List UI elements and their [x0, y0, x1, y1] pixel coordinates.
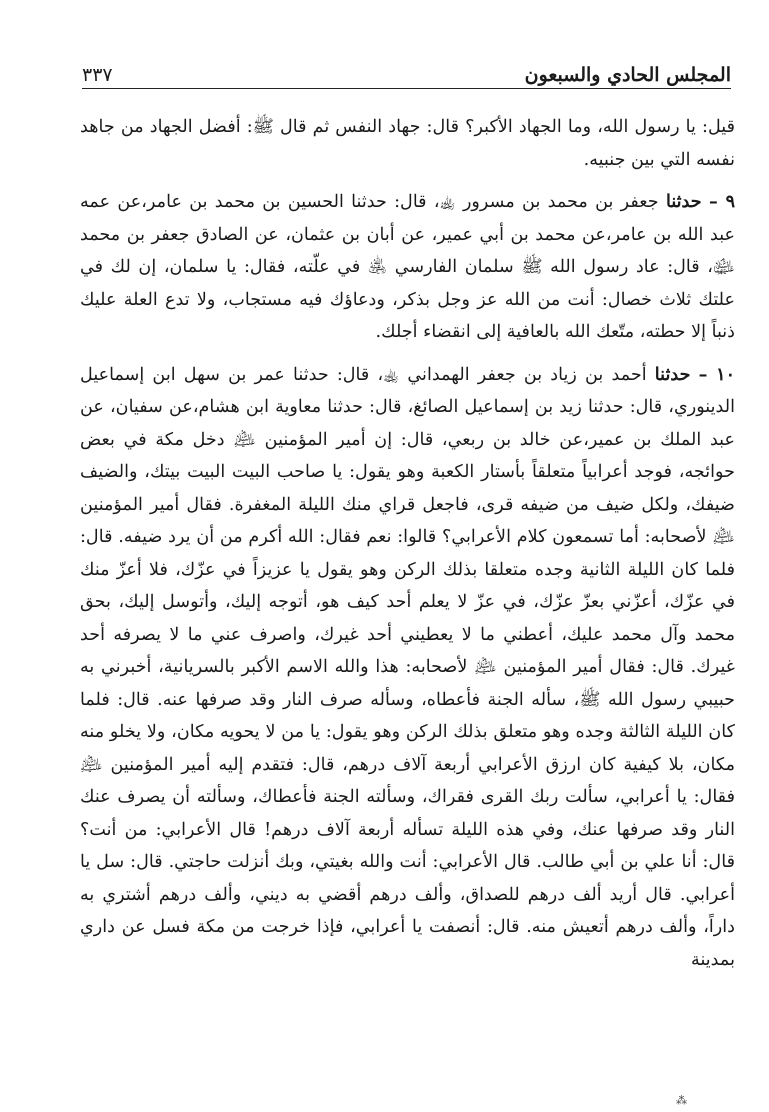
- hadith-number: ١٠ –: [698, 363, 736, 385]
- hadith-9: [80, 186, 735, 349]
- page-number: ٣٣٧: [82, 64, 113, 86]
- page-body: [80, 111, 735, 976]
- scan-mark: ⁂: [676, 1094, 687, 1107]
- narration-lead: حدثنا: [665, 191, 702, 212]
- header-divider: [82, 88, 731, 89]
- running-header: [82, 52, 731, 86]
- paragraph-continuation: [80, 111, 735, 176]
- hadith-number: ٩ –: [708, 191, 736, 212]
- narration-lead: حدثنا: [654, 363, 691, 385]
- chapter-title: المجلس الحادي والسبعون: [524, 64, 731, 86]
- paragraph-text: جعفر بن محمد بن مسرور ﵀، قال: حدثنا الحسين بن محمد بن عامر،عن عمه عبد الله بن عامر،عن محمد بن أبي عمير، عن أبان بن عثمان، عن الصادق جعفر بن محمد ﵉، قال: عاد رسول الله ﷺ سلمان الفارسي ﵁ في علّته، فقال: يا سلمان، إن لك في علتك ثلاث خصال: أنت من الله عز وجل بذكر، ودعاؤك فيه مستجاب، ولا تدع العلة عليك ذنباً إلا حطته، متّعك الله بالعافية إلى انقضاء أجلك.: [80, 192, 735, 342]
- paragraph-text: قيل: يا رسول الله، وما الجهاد الأكبر؟ قال: جهاد النفس ثم قال ﷺ: أفضل الجهاد من جاهد نفسه التي بين جنبيه.: [80, 117, 735, 170]
- paragraph-text: أحمد بن زياد بن جعفر الهمداني ﵀، قال: حدثنا عمر بن سهل ابن إسماعيل الدينوري، قال: حدثنا زيد بن إسماعيل الصائغ، قال: حدثنا معاوية ابن هشام،عن سفيان، عن عبد الملك بن عمير،عن خالد بن ربعي، قال: إن أمير المؤمنين ﵇ دخل مكة في بعض حوائجه، فوجد أعرابياً متعلقاً بأستار الكعبة وهو يقول: يا صاحب البيت البيت بيتك، والضيف ضيفك، ولكل ضيف من ضيفه قرى، فاجعل قراي منك الليلة المغفرة. فقال أمير المؤمنين ﵇ لأصحابه: أما تسمعون كلام الأعرابي؟ قالوا: نعم فقال: الله أكرم من أن يرد ضيفه. قال: فلما كان الليلة الثانية وجده متعلقا بذلك الركن وهو يقول يا عزيزاً في عزّك، فلا أعزّ منك في عزّك، أعزّني بعزّ عزّك، في عزّ لا يعلم أحد كيف هو، أتوجه إليك، وأتوسل إليك، بحق محمد وآل محمد عليك، أعطني ما لا يعطيني أحد غيرك، واصرف عني ما لا يصرفه أحد غيرك. قال: فقال أمير المؤمنين ﵇ لأصحابه: هذا والله الاسم الأكبر بالسريانية، أخبرني به حبيبي رسول الله ﷺ، سأله الجنة فأعطاه، وسأله صرف النار وقد صرفها عنه. قال: فلما كان الليلة الثالثة وجده وهو متعلق بذلك الركن وهو يقول: يا من لا يحويه مكان، ولا يخلو منه مكان، بلا كيفية كان ارزق الأعرابي أربعة آلاف درهم، قال: فتقدم إليه أمير المؤمنين ﵇ فقال: يا أعرابي، سألت ربك القرى فقراك، وسألته الجنة فأعطاك، وسألته أن يصرف عنك النار وقد صرفها عنك، وفي هذه الليلة تسأله أربعة آلاف درهم! قال الأعرابي: من أنت؟ قال: أنا علي بن أبي طالب. قال الأعرابي: أنت والله بغيتي، وبك أنزلت حاجتي. قال: سل يا أعرابي. قال أريد ألف درهم للصداق، وألف درهم أقضي به ديني، وألف درهم أشتري به داراً، وألف درهم أتعيش منه. قال: أنصفت يا أعرابي، فإذا خرجت من مكة فسل عن داري بمدينة: [80, 364, 735, 970]
- hadith-10: [80, 359, 735, 977]
